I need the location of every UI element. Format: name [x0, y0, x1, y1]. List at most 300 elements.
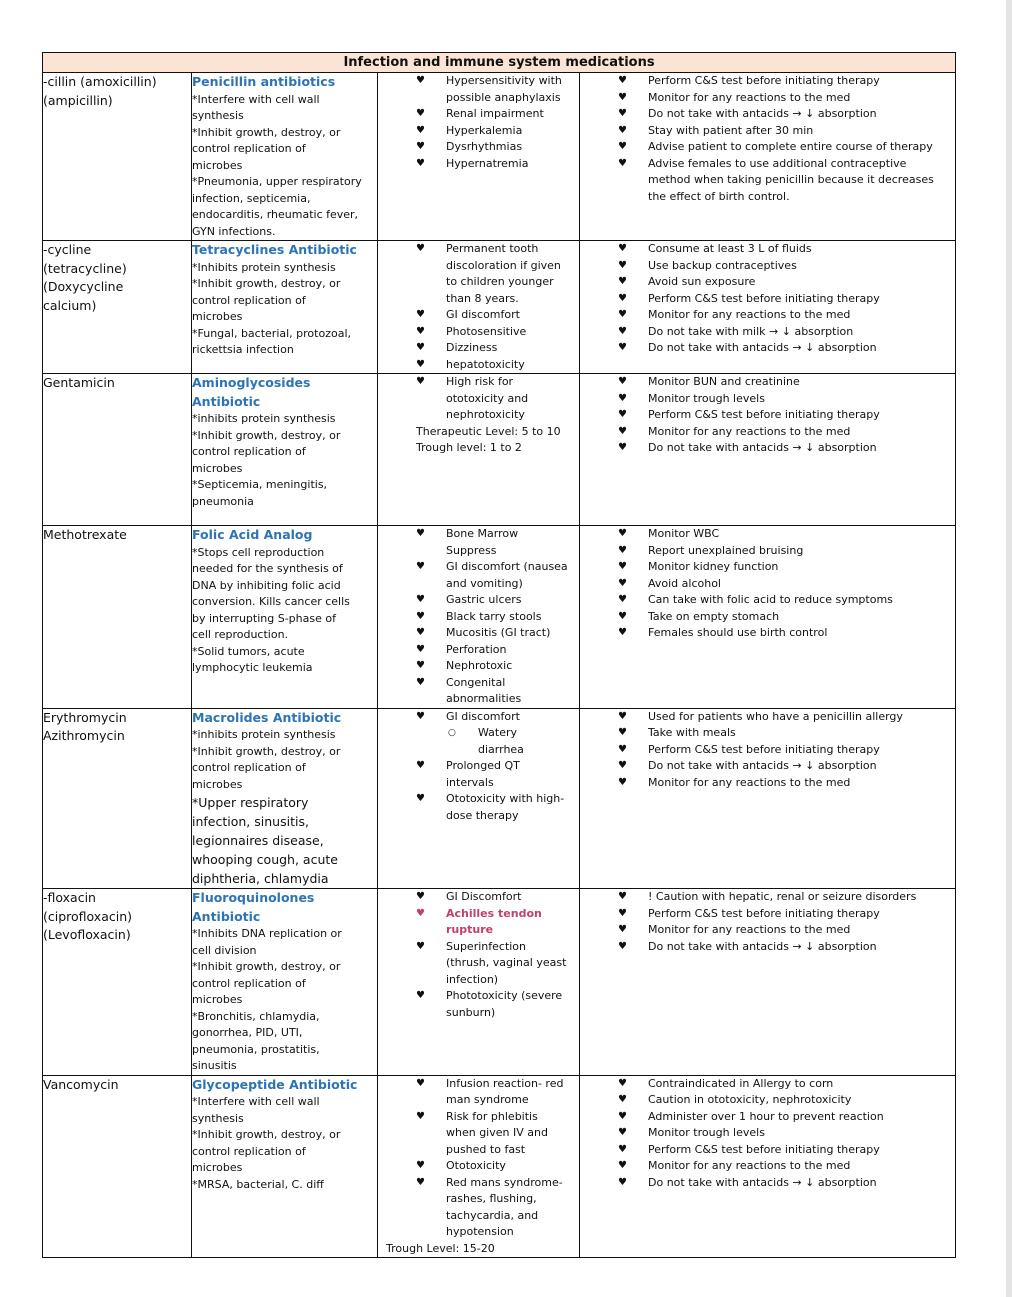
- nursing-action-line: ♥ ! Caution with hepatic, renal or seizure disorders: [648, 890, 917, 903]
- nursing-action-line: ♥ Monitor for any reactions to the med: [648, 923, 851, 936]
- side-effects-cell: [378, 708, 580, 889]
- drug-description: *Stops cell reproduction: [192, 545, 325, 559]
- nursing-action-line: ♥ Monitor for any reactions to the med: [648, 308, 851, 321]
- drug-class-cell: [192, 374, 378, 526]
- nursing-action-line: ♥ Consume at least 3 L of fluids: [648, 242, 812, 255]
- nursing-action-line: ♥ Report unexplained bruising: [648, 543, 804, 557]
- nursing-actions-cell: [580, 241, 956, 374]
- nursing-action-line: ♥ Monitor WBC: [648, 527, 720, 540]
- side-effect-warning: [378, 906, 579, 939]
- drug-description: *Inhibit growth, destroy, or: [192, 960, 341, 973]
- nursing-action-line: ♥ Use backup contraceptives: [648, 258, 797, 272]
- drug-name-cell: [43, 526, 192, 709]
- nursing-action-line: ♥ Monitor for any reactions to the med: [648, 1159, 851, 1172]
- side-effect-line: ♥ Permanent tooth: [446, 242, 539, 255]
- nursing-action: [580, 576, 955, 593]
- drug-description: *Solid tumors, acute: [192, 644, 305, 658]
- side-effect-list: [378, 73, 579, 172]
- side-effect-line: discoloration if given: [446, 258, 561, 272]
- table-row: [43, 708, 956, 889]
- side-effect-line: ♥ Gastric ulcers: [446, 593, 522, 606]
- drug-indications: whooping cough, acute: [192, 852, 338, 867]
- nursing-action-list: [580, 526, 955, 642]
- nursing-action: [580, 307, 955, 324]
- side-effect-list: [378, 526, 579, 708]
- drug-indications: infection, sinusitis,: [192, 814, 309, 829]
- side-effect-line: pushed to fast: [446, 1142, 526, 1156]
- drug-name: Vancomycin: [43, 1076, 119, 1092]
- nursing-action: [580, 1142, 955, 1159]
- drug-description: cell reproduction.: [192, 628, 289, 641]
- drug-description: endocarditis, rheumatic fever,: [192, 208, 359, 221]
- side-effect: [378, 73, 579, 106]
- drug-description: GYN infections.: [192, 224, 276, 238]
- side-effect: [378, 939, 579, 989]
- drug-description: gonorrhea, PID, UTI,: [192, 1026, 303, 1039]
- side-effect-line: ♥ Prolonged QT: [446, 759, 520, 772]
- side-effect-line: ♥ Phototoxicity (severe: [446, 989, 563, 1002]
- drug-description: *Inhibit growth, destroy, or: [192, 125, 341, 139]
- drug-class: Aminoglycosides: [192, 375, 311, 390]
- nursing-action-line: the effect of birth control.: [648, 189, 790, 203]
- drug-class-cell: [192, 241, 378, 374]
- side-effects-cell: [378, 241, 580, 374]
- nursing-action-line: ♥ Monitor for any reactions to the med: [648, 90, 851, 104]
- nursing-action: [580, 1158, 955, 1175]
- nursing-action-line: ♥ Do not take with antacids → ↓ absorption: [648, 441, 877, 454]
- nursing-action: [580, 324, 955, 341]
- nursing-action: [580, 407, 955, 424]
- nursing-action: [580, 440, 955, 457]
- nursing-action: [580, 709, 955, 726]
- nursing-action: [580, 1092, 955, 1109]
- side-effect-line: ♥ Ototoxicity with high-: [446, 792, 565, 805]
- drug-description: cell division: [192, 943, 257, 957]
- drug-description: *MRSA, bacterial, C. diff: [192, 1177, 324, 1191]
- nursing-action-line: ♥ Perform C&S test before initiating therapy: [648, 291, 880, 305]
- side-effect-line: ♥ Red mans syndrome-: [446, 1175, 563, 1189]
- table-row: [43, 73, 956, 241]
- drug-class-cell: [192, 1075, 378, 1258]
- nursing-action-line: ♥ Contraindicated in Allergy to corn: [648, 1076, 834, 1090]
- side-effect-list: [378, 758, 579, 824]
- side-effect: [378, 889, 579, 906]
- side-effect-line: tachycardia, and: [446, 1208, 539, 1222]
- drug-description: microbes: [192, 158, 243, 172]
- drug-name-cell: [43, 889, 192, 1076]
- nursing-action: [580, 559, 955, 576]
- nursing-action-list: [580, 241, 955, 357]
- nursing-action-line: ♥ Take with meals: [648, 726, 736, 739]
- table-row: [43, 374, 956, 526]
- drug-name: -floxacin: [43, 890, 96, 905]
- nursing-action-line: ♥ Monitor kidney function: [648, 560, 779, 573]
- drug-description: *Interfere with cell wall: [192, 92, 320, 106]
- side-effect: [378, 609, 579, 626]
- nursing-action-list: [580, 374, 955, 457]
- drug-description: *Inhibit growth, destroy, or: [192, 1128, 341, 1141]
- drug-name-cell: [43, 708, 192, 889]
- side-effect-line: ♥ Nephrotoxic: [446, 659, 513, 672]
- nursing-action-line: ♥ Do not take with milk → ↓ absorption: [648, 324, 854, 338]
- side-effect-warning-line: rupture: [446, 923, 494, 936]
- nursing-action-line: ♥ Do not take with antacids → ↓ absorption: [648, 1175, 877, 1189]
- table-row: [43, 526, 956, 709]
- nursing-action-line: ♥ Do not take with antacids → ↓ absorption: [648, 759, 877, 772]
- drug-name: Methotrexate: [43, 527, 127, 542]
- side-effect-line: ♥ Hypernatremia: [446, 156, 529, 170]
- nursing-action-line: ♥ Used for patients who have a penicillin allergy: [648, 709, 903, 723]
- drug-description: microbes: [192, 310, 243, 323]
- nursing-action-line: ♥ Avoid alcohol: [648, 576, 721, 590]
- side-effect-line: intervals: [446, 775, 494, 789]
- nursing-action-line: ♥ Take on empty stomach: [648, 609, 780, 623]
- drug-description: control replication of: [192, 142, 306, 155]
- drug-class: Macrolides Antibiotic: [192, 709, 342, 725]
- side-effect: [378, 791, 579, 824]
- side-effect: [378, 106, 579, 123]
- side-effect: [378, 307, 579, 324]
- drug-name: -cycline: [43, 242, 92, 257]
- drug-description: infection, septicemia,: [192, 191, 311, 205]
- nursing-action-line: ♥ Monitor for any reactions to the med: [648, 424, 851, 438]
- side-effect: [378, 156, 579, 173]
- nursing-action: [580, 274, 955, 291]
- nursing-action-list: [580, 73, 955, 205]
- nursing-action-line: ♥ Advise females to use additional contraceptive: [648, 156, 907, 170]
- drug-name: (tetracycline): [43, 260, 127, 276]
- side-effect: [378, 658, 579, 675]
- side-effect-line: ♥ Dizziness: [446, 341, 498, 354]
- nursing-action: [580, 775, 955, 792]
- side-effect: [378, 988, 579, 1021]
- nursing-action-line: ♥ Perform C&S test before initiating therapy: [648, 408, 880, 421]
- side-effect-line: ♥ Mucositis (GI tract): [446, 626, 551, 639]
- drug-description: *Interfere with cell wall: [192, 1095, 320, 1108]
- side-effect-list: [378, 374, 579, 424]
- side-effect-line: ♥ Black tarry stools: [446, 609, 542, 623]
- side-effect: [378, 625, 579, 642]
- drug-description: control replication of: [192, 293, 306, 307]
- side-effect-line: ♥ GI discomfort: [446, 308, 520, 321]
- nursing-action: [580, 939, 955, 956]
- side-effect: [378, 139, 579, 156]
- drug-class-cell: [192, 708, 378, 889]
- nursing-action-line: ♥ Perform C&S test before initiating therapy: [648, 906, 880, 920]
- nursing-action-line: ♥ Monitor BUN and creatinine: [648, 375, 800, 388]
- nursing-action: [580, 156, 955, 206]
- drug-name: (Levofloxacin): [43, 927, 131, 942]
- nursing-action: [580, 526, 955, 543]
- side-effect: [378, 123, 579, 140]
- side-effect-line: ♥ High risk for: [446, 375, 514, 388]
- nursing-actions-cell: [580, 708, 956, 889]
- drug-description: lymphocytic leukemia: [192, 661, 313, 674]
- side-effect-line: than 8 years.: [446, 291, 519, 305]
- side-effect-line: dose therapy: [446, 808, 519, 822]
- nursing-action: [580, 906, 955, 923]
- table-row: [43, 241, 956, 374]
- drug-description: sinusitis: [192, 1059, 237, 1072]
- side-effect-line: ♥ Perforation: [446, 642, 507, 656]
- side-effects-cell: [378, 73, 580, 241]
- side-effect-line: sunburn): [446, 1005, 496, 1019]
- nursing-action-line: ♥ Advise patient to complete entire course of therapy: [648, 140, 933, 153]
- drug-description: pneumonia, prostatitis,: [192, 1042, 320, 1056]
- nursing-action: [580, 725, 955, 742]
- drug-description: control replication of: [192, 445, 306, 458]
- side-effect-line: nephrotoxicity: [446, 408, 525, 421]
- nursing-action: [580, 258, 955, 275]
- side-effect-line: ♥ GI discomfort: [446, 709, 520, 723]
- side-effects-cell: [378, 374, 580, 526]
- nursing-action-line: ♥ Monitor for any reactions to the med: [648, 775, 851, 789]
- drug-description: synthesis: [192, 1111, 244, 1125]
- drug-name: (ampicillin): [43, 92, 113, 108]
- side-effect: [378, 675, 579, 708]
- nursing-action: [580, 625, 955, 642]
- nursing-action: [580, 1076, 955, 1093]
- drug-description: *Septicemia, meningitis,: [192, 478, 328, 491]
- nursing-action-line: ♥ Caution in ototoxicity, nephrotoxicity: [648, 1093, 852, 1106]
- side-effect-line: infection): [446, 972, 499, 986]
- drug-class: Tetracyclines Antibiotic: [192, 242, 357, 257]
- nursing-action-line: ♥ Perform C&S test before initiating therapy: [648, 742, 880, 756]
- nursing-action: [580, 758, 955, 775]
- drug-class-cell: [192, 526, 378, 709]
- nursing-action: [580, 90, 955, 107]
- side-effect-line: when given IV and: [446, 1126, 548, 1139]
- drug-description: microbes: [192, 993, 243, 1006]
- side-effect-line: ♥ Renal impairment: [446, 107, 544, 120]
- nursing-action-line: ♥ Do not take with antacids → ↓ absorption: [648, 341, 877, 354]
- therapeutic-level-note: Therapeutic Level: 5 to 10: [416, 424, 561, 438]
- drug-name-cell: [43, 374, 192, 526]
- nursing-action: [580, 340, 955, 357]
- table-title: Infection and immune system medications: [43, 53, 956, 73]
- drug-description: control replication of: [192, 976, 306, 990]
- drug-description: control replication of: [192, 1144, 306, 1158]
- drug-name: (ciprofloxacin): [43, 908, 133, 924]
- side-effect-line: ♥ Congenital: [446, 675, 506, 689]
- side-effect-line: ♥ GI discomfort (nausea: [446, 560, 568, 573]
- nursing-action-list: [580, 709, 955, 792]
- nursing-action: [580, 742, 955, 759]
- nursing-action-line: ♥ Administer over 1 hour to prevent reaction: [648, 1109, 884, 1123]
- drug-name-cell: [43, 241, 192, 374]
- side-effects-cell: [378, 889, 580, 1076]
- drug-class: Antibiotic: [192, 393, 261, 409]
- side-effect: [378, 526, 579, 559]
- nursing-action: [580, 106, 955, 123]
- nursing-action: [580, 374, 955, 391]
- therapeutic-level-note: Trough level: 1 to 2: [416, 441, 522, 454]
- drug-description: *inhibits protein synthesis: [192, 412, 336, 425]
- side-effect: [378, 357, 579, 374]
- drug-indications: diphtheria, chlamydia: [192, 871, 329, 886]
- nursing-action-list: [580, 889, 955, 955]
- side-effect: [378, 559, 579, 592]
- nursing-action: [580, 609, 955, 626]
- side-effect-line: ♥ Hyperkalemia: [446, 123, 523, 137]
- nursing-action: [580, 391, 955, 408]
- drug-description: by interrupting S-phase of: [192, 611, 336, 625]
- side-effect-line: to children younger: [446, 275, 554, 288]
- page-edge-shadow: [1006, 0, 1012, 1297]
- drug-name: Gentamicin: [43, 375, 115, 390]
- drug-description: *Inhibits DNA replication or: [192, 927, 342, 940]
- side-effect: [378, 1076, 579, 1109]
- drug-description: *Pneumonia, upper respiratory: [192, 175, 362, 188]
- side-effect-line: ♥ Dysrhythmias: [446, 140, 523, 153]
- side-effect-line: man syndrome: [446, 1093, 529, 1106]
- drug-name: Azithromycin: [43, 728, 125, 743]
- medication-table: [42, 52, 956, 1258]
- drug-description: *Inhibits protein synthesis: [192, 260, 336, 274]
- nursing-action: [580, 922, 955, 939]
- nursing-action: [580, 139, 955, 156]
- drug-name: -cillin (amoxicillin): [43, 74, 157, 89]
- drug-class: Penicillin antibiotics: [192, 74, 336, 89]
- side-effect: [378, 1175, 579, 1241]
- drug-description: *Inhibit growth, destroy, or: [192, 744, 341, 758]
- therapeutic-level-note: Trough Level: 15-20: [386, 1241, 495, 1255]
- drug-description: synthesis: [192, 109, 244, 122]
- side-effect-line: ♥ Photosensitive: [446, 324, 527, 338]
- drug-description: DNA by inhibiting folic acid: [192, 578, 341, 592]
- drug-indications: *Upper respiratory: [192, 795, 309, 810]
- drug-description: needed for the synthesis of: [192, 562, 343, 575]
- nursing-action: [580, 1175, 955, 1192]
- drug-description: *Inhibit growth, destroy, or: [192, 277, 341, 290]
- side-effect-line: rashes, flushing,: [446, 1192, 537, 1205]
- side-effect: [378, 374, 579, 424]
- nursing-actions-cell: [580, 73, 956, 241]
- nursing-actions-cell: [580, 526, 956, 709]
- drug-description: microbes: [192, 461, 243, 475]
- table-body: [43, 73, 956, 1258]
- side-effect-subitem: ○ Watery: [378, 725, 579, 742]
- side-effect: [378, 324, 579, 341]
- drug-class: Glycopeptide Antibiotic: [192, 1076, 358, 1092]
- nursing-action: [580, 291, 955, 308]
- nursing-actions-cell: [580, 374, 956, 526]
- nursing-action-line: ♥ Monitor trough levels: [648, 391, 765, 405]
- drug-name-cell: [43, 1075, 192, 1258]
- nursing-action-line: ♥ Perform C&S test before initiating therapy: [648, 1142, 880, 1156]
- drug-name: calcium): [43, 297, 97, 313]
- side-effect: [378, 642, 579, 659]
- side-effect-list: [378, 1076, 579, 1241]
- side-effect-line: (thrush, vaginal yeast: [446, 956, 567, 969]
- drug-class-cell: [192, 889, 378, 1076]
- nursing-action: [580, 424, 955, 441]
- nursing-actions-cell: [580, 889, 956, 1076]
- side-effect-line: ♥ Risk for phlebitis: [446, 1109, 538, 1123]
- side-effect-list: [378, 709, 579, 726]
- drug-description: conversion. Kills cancer cells: [192, 595, 350, 608]
- side-effect-line: ♥ Hypersensitivity with: [446, 74, 562, 87]
- table-row: [43, 1075, 956, 1258]
- drug-description: *Inhibit growth, destroy, or: [192, 428, 341, 442]
- side-effect-line: hypotension: [446, 1225, 514, 1238]
- nursing-action-line: ♥ Monitor trough levels: [648, 1126, 765, 1139]
- drug-name-cell: [43, 73, 192, 241]
- side-effect-line: ototoxicity and: [446, 391, 529, 405]
- nursing-action: [580, 543, 955, 560]
- drug-description: *Bronchitis, chlamydia,: [192, 1009, 320, 1023]
- drug-description: rickettsia infection: [192, 343, 294, 356]
- side-effect-line: ♥ hepatotoxicity: [446, 357, 525, 371]
- drug-class-cell: [192, 73, 378, 241]
- side-effect-line: ♥ Ototoxicity: [446, 1159, 506, 1172]
- nursing-action-line: ♥ Perform C&S test before initiating therapy: [648, 74, 880, 87]
- side-effect-warning-line: ♥ Achilles tendon: [446, 906, 542, 920]
- side-effect-line: abnormalities: [446, 692, 522, 705]
- nursing-action-line: ♥ Do not take with antacids → ↓ absorption: [648, 107, 877, 120]
- nursing-action-line: ♥ Can take with folic acid to reduce symptoms: [648, 593, 893, 606]
- side-effect-line: possible anaphylaxis: [446, 90, 561, 104]
- side-effect: [378, 1158, 579, 1175]
- drug-indications: legionnaires disease,: [192, 833, 324, 848]
- drug-class: Antibiotic: [192, 908, 261, 924]
- nursing-action: [580, 889, 955, 906]
- side-effect-line: Suppress: [446, 543, 497, 557]
- drug-name: (Doxycycline: [43, 279, 124, 294]
- drug-description: *inhibits protein synthesis: [192, 728, 336, 741]
- side-effect-list: [378, 939, 579, 1022]
- side-effect-list: [378, 889, 579, 906]
- nursing-action: [580, 73, 955, 90]
- side-effect-warning-list: [378, 906, 579, 939]
- drug-description: *Fungal, bacterial, protozoal,: [192, 326, 351, 340]
- side-effects-cell: [378, 1075, 580, 1258]
- drug-description: microbes: [192, 777, 243, 791]
- side-effect: [378, 241, 579, 307]
- drug-description: control replication of: [192, 761, 306, 774]
- side-effects-cell: [378, 526, 580, 709]
- nursing-actions-cell: [580, 1075, 956, 1258]
- drug-description: pneumonia: [192, 494, 254, 508]
- nursing-action: [580, 241, 955, 258]
- nursing-action-list: [580, 1076, 955, 1192]
- drug-class: Folic Acid Analog: [192, 527, 313, 542]
- nursing-action-line: ♥ Stay with patient after 30 min: [648, 123, 814, 137]
- drug-name: Erythromycin: [43, 709, 127, 725]
- side-effect-subitem-line: diarrhea: [478, 742, 524, 756]
- side-effect: [378, 709, 579, 726]
- nursing-action-line: ♥ Avoid sun exposure: [648, 275, 756, 288]
- nursing-action-line: ♥ Do not take with antacids → ↓ absorption: [648, 939, 877, 953]
- nursing-action: [580, 592, 955, 609]
- side-effect-line: ♥ Bone Marrow: [446, 527, 519, 540]
- nursing-action-line: method when taking penicillin because it decreases: [648, 173, 934, 186]
- nursing-action-line: ♥ Females should use birth control: [648, 626, 828, 639]
- nursing-action: [580, 1109, 955, 1126]
- side-effect-line: ♥ GI Discomfort: [446, 890, 522, 903]
- nursing-action: [580, 123, 955, 140]
- side-effect: [378, 592, 579, 609]
- drug-description: microbes: [192, 1161, 243, 1174]
- side-effect: [378, 758, 579, 791]
- side-effect: [378, 1109, 579, 1159]
- side-effect: [378, 340, 579, 357]
- drug-class: Fluoroquinolones: [192, 890, 315, 905]
- side-effect-list: [378, 241, 579, 373]
- nursing-action: [580, 1125, 955, 1142]
- table-row: [43, 889, 956, 1076]
- side-effect-line: ♥ Superinfection: [446, 939, 527, 953]
